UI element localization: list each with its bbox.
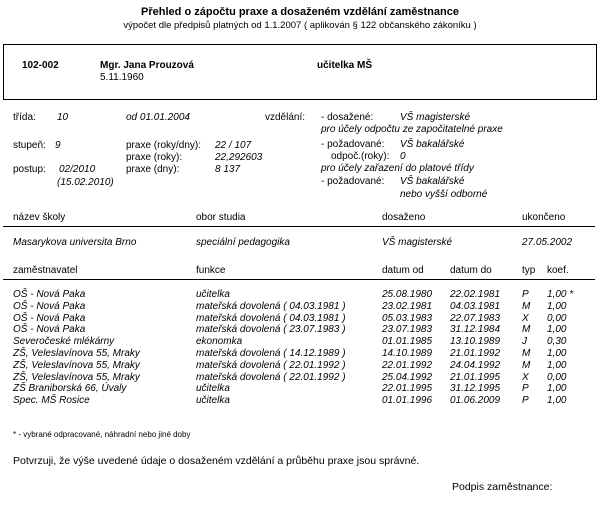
employee-position: učitelka MŠ	[317, 60, 373, 71]
type-cell: X	[522, 371, 529, 383]
praxe-r-label: praxe (roky):	[126, 152, 183, 163]
pozadovane2-value: VŠ bakalářské	[400, 176, 465, 187]
odpoc-label: odpoč.(roky):	[331, 151, 390, 162]
date-from-cell: 23.02.1981	[382, 300, 433, 312]
type-cell: M	[522, 300, 531, 312]
function-cell: ekonomka	[196, 336, 243, 348]
pozadovane-value: VŠ bakalářské	[400, 139, 465, 150]
trida-since: od 01.01.2004	[126, 112, 190, 123]
praxe-r-value: 22,292603	[215, 152, 263, 163]
function-cell: mateřská dovolená ( 04.03.1981 )	[196, 300, 346, 312]
pozadovane2-alt: nebo vyšší odborné	[400, 189, 488, 200]
odpoc-value: 0	[400, 151, 406, 162]
employment-header-from: datum od	[382, 265, 424, 276]
praxe-rd-label: praxe (roky/dny):	[126, 140, 202, 151]
postup-date: (15.02.2010)	[57, 177, 114, 188]
employment-header-to: datum do	[450, 265, 492, 276]
date-to-cell: 22.02.1981	[450, 289, 501, 300]
employee-name: Mgr. Jana Prouzová	[100, 60, 194, 71]
date-from-cell: 25.08.1980	[382, 289, 433, 300]
employee-id: 102-002	[22, 60, 59, 71]
function-cell: učitelka	[196, 395, 230, 407]
employer-cell: Severočeské mlékárny	[13, 336, 115, 348]
date-from-cell: 22.01.1992	[382, 359, 433, 371]
employer-cell: Spec. MŠ Rosice	[13, 395, 90, 407]
signature-label: Podpis zaměstnance:	[452, 481, 553, 493]
table-row	[13, 301, 593, 313]
type-cell: P	[522, 395, 529, 407]
praxe-d-value: 8 137	[215, 164, 241, 175]
function-cell: mateřská dovolená ( 04.03.1981 )	[196, 312, 346, 324]
coef-cell: 1,00	[547, 395, 567, 407]
date-from-cell: 01.01.1985	[382, 336, 433, 348]
dosazene-label: - dosažené:	[321, 112, 374, 123]
school-header-finished: ukončeno	[522, 212, 566, 223]
dosazene-value: VŠ magisterské	[400, 112, 471, 123]
date-from-cell: 01.01.1996	[382, 395, 433, 407]
date-from-cell: 25.04.1992	[382, 371, 433, 383]
employee-box	[3, 44, 597, 100]
coef-cell: 0,30	[547, 336, 567, 348]
employment-header-function: funkce	[196, 265, 226, 276]
employer-cell: OŠ - Nová Paka	[13, 324, 86, 336]
coef-cell: 1,00	[547, 324, 567, 336]
table-row	[13, 313, 593, 325]
dosazene-note: pro účely odpočtu ze započitatelné praxe	[321, 124, 503, 135]
pozadovane-label: - požadované:	[321, 139, 385, 150]
employer-cell: OŠ - Nová Paka	[13, 289, 86, 300]
table-row	[13, 289, 593, 301]
function-cell: mateřská dovolená ( 22.01.1992 )	[196, 371, 346, 383]
function-cell: mateřská dovolená ( 22.01.1992 )	[196, 359, 346, 371]
type-cell: J	[522, 336, 527, 348]
divider	[3, 279, 595, 280]
coef-cell: 1,00	[547, 359, 567, 371]
trida-label: třída:	[13, 112, 36, 123]
date-to-cell: 31.12.1984	[450, 324, 501, 336]
coef-cell: 1,00	[547, 300, 567, 312]
date-from-cell: 22.01.1995	[382, 383, 433, 395]
postup-value: 02/2010	[59, 164, 96, 175]
type-cell: M	[522, 324, 531, 336]
function-cell: učitelka	[196, 383, 230, 395]
school-field: speciální pedagogika	[196, 237, 290, 248]
trida-value: 10	[57, 112, 69, 123]
postup-label: postup:	[13, 164, 46, 175]
type-cell: P	[522, 289, 529, 300]
type-cell: M	[522, 347, 531, 359]
employee-birth-date: 5.11.1960	[100, 72, 144, 83]
praxe-d-label: praxe (dny):	[126, 164, 180, 175]
coef-cell: 1,00	[547, 347, 567, 359]
employer-cell: ZŠ, Veleslavínova 55, Mraky	[13, 359, 140, 371]
table-row	[13, 336, 593, 348]
school-name: Masarykova universita Brno	[13, 237, 137, 248]
employer-cell: ZŠ, Veleslavínova 55, Mraky	[13, 371, 140, 383]
table-row	[13, 383, 593, 395]
school-header-field: obor studia	[196, 212, 246, 223]
date-to-cell: 04.03.1981	[450, 300, 501, 312]
pozadovane2-label: - požadované:	[321, 176, 385, 187]
employment-header-coef: koef.	[547, 265, 569, 276]
employment-header-employer: zaměstnavatel	[13, 265, 78, 276]
date-to-cell: 31.12.1995	[450, 383, 501, 395]
employment-table	[13, 289, 593, 407]
table-row	[13, 348, 593, 360]
function-cell: mateřská dovolená ( 14.12.1989 )	[196, 347, 346, 359]
table-row	[13, 372, 593, 384]
document-subtitle: výpočet dle předpisů platných od 1.1.2007 ( aplikován § 122 občanského zákoníku )	[123, 20, 477, 31]
employer-cell: ZŠ, Veleslavínova 55, Mraky	[13, 347, 140, 359]
employer-cell: ZŠ Braniborská 66, Úvaly	[13, 383, 127, 395]
stupen-value: 9	[55, 140, 61, 151]
table-row	[13, 324, 593, 336]
school-finished: 27.05.2002	[522, 237, 573, 248]
type-cell: X	[522, 312, 529, 324]
divider	[3, 226, 595, 227]
coef-cell: 1,00	[547, 383, 567, 395]
type-cell: M	[522, 359, 531, 371]
date-from-cell: 05.03.1983	[382, 312, 433, 324]
coef-cell: 1,00 *	[547, 289, 574, 300]
employer-cell: OŠ - Nová Paka	[13, 312, 86, 324]
date-to-cell: 21.01.1995	[450, 371, 501, 383]
date-to-cell: 01.06.2009	[450, 395, 501, 407]
employer-cell: OŠ - Nová Paka	[13, 300, 86, 312]
zarazeni-note: pro účely zařazení do platové třídy	[321, 163, 474, 174]
table-row	[13, 395, 593, 407]
school-achieved: VŠ magisterské	[382, 237, 453, 248]
date-to-cell: 13.10.1989	[450, 336, 501, 348]
vzdelani-label: vzdělání:	[265, 112, 306, 123]
confirmation-text: Potvrzuji, že výše uvedené údaje o dosaženém vzdělání a průběhu praxe jsou správné.	[13, 455, 420, 467]
praxe-rd-value: 22 / 107	[215, 140, 252, 151]
school-header-achieved: dosaženo	[382, 212, 426, 223]
footnote: * - vybrané odpracované, náhradní nebo jiné doby	[13, 430, 191, 439]
table-row	[13, 360, 593, 372]
function-cell: mateřská dovolená ( 23.07.1983 )	[196, 324, 346, 336]
function-cell: učitelka	[196, 289, 230, 300]
document-title: Přehled o zápočtu praxe a dosaženém vzdělání zaměstnance	[141, 6, 459, 18]
type-cell: P	[522, 383, 529, 395]
employment-header-type: typ	[522, 265, 536, 276]
date-to-cell: 22.07.1983	[450, 312, 501, 324]
date-to-cell: 24.04.1992	[450, 359, 501, 371]
coef-cell: 0,00	[547, 371, 567, 383]
coef-cell: 0,00	[547, 312, 567, 324]
date-from-cell: 14.10.1989	[382, 347, 433, 359]
stupen-label: stupeň:	[13, 140, 46, 151]
school-header-name: název školy	[13, 212, 66, 223]
date-from-cell: 23.07.1983	[382, 324, 433, 336]
date-to-cell: 21.01.1992	[450, 347, 501, 359]
